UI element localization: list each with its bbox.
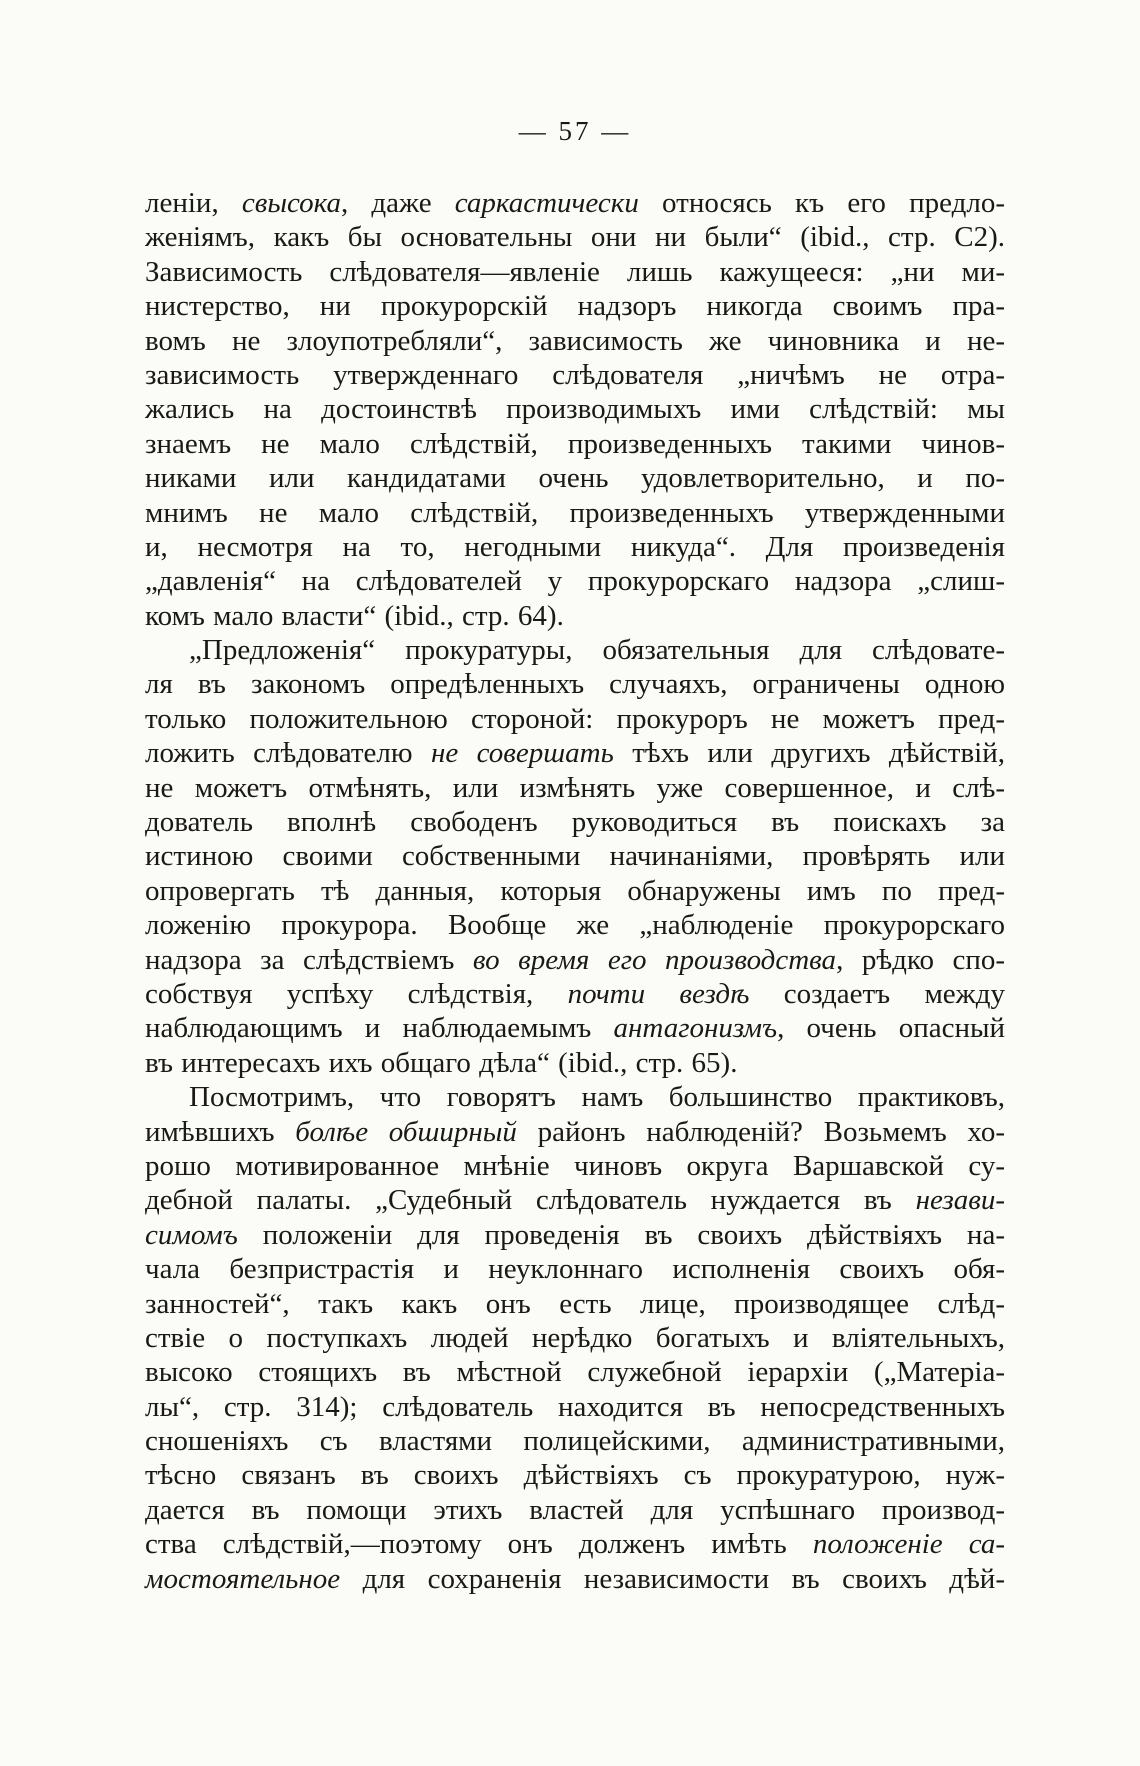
text-segment: истиною своими собственными начинаніями, провѣрять или xyxy=(145,840,1005,873)
text-segment: знаемъ не мало слѣдствій, произведенныхъ такими чинов- xyxy=(145,427,1005,460)
text-line xyxy=(145,771,1005,805)
italic-text-segment: незави- xyxy=(915,1184,1005,1217)
text-line xyxy=(145,564,1005,598)
text-segment: вомъ не злоупотребляли“, зависимость же чиновника и не- xyxy=(145,324,1005,357)
text-segment: относясь къ его предло- xyxy=(638,187,1005,219)
text-segment: только положительною стороной: прокуроръ не можетъ пред- xyxy=(145,702,1005,735)
text-segment: „Предложенія“ прокуратуры, обязательныя для слѣдовате- xyxy=(189,634,1005,667)
text-line xyxy=(145,1218,1005,1252)
text-line xyxy=(145,839,1005,873)
text-segment: районъ наблюденій? Возьмемъ хо- xyxy=(516,1115,1005,1148)
text-line xyxy=(145,289,1005,323)
text-segment: тѣхъ или другихъ дѣйствій, xyxy=(613,737,1005,770)
italic-text-segment: антагонизмъ xyxy=(613,1012,778,1045)
text-line xyxy=(145,736,1005,770)
text-segment: женіямъ, какъ бы основательны они ни были“ (ibid., стр. C2). xyxy=(145,221,1005,254)
text-line xyxy=(145,1424,1005,1458)
text-segment: „давленія“ на слѣдователей у прокурорскаго надзора „слиш- xyxy=(145,565,1005,598)
text-line xyxy=(145,530,1005,564)
text-segment: ства слѣдствій,—поэтому онъ долженъ имѣть xyxy=(145,1528,813,1561)
text-segment: надзора за слѣдствіемъ xyxy=(145,943,473,976)
text-segment: собствуя успѣху слѣдствія, xyxy=(145,977,568,1010)
text-line xyxy=(145,1321,1005,1355)
text-line xyxy=(145,1390,1005,1424)
text-segment: высоко стоящихъ въ мѣстной служебной іерархіи („Матеріа- xyxy=(145,1356,1005,1389)
text-segment: тѣсно связанъ въ своихъ дѣйствіяхъ съ прокуратурою, нуж- xyxy=(145,1459,1005,1492)
text-line xyxy=(145,977,1005,1011)
text-line xyxy=(145,427,1005,461)
text-line xyxy=(145,186,1005,220)
text-segment: ложенію прокурора. Вообще же „наблюденіе прокурорскаго xyxy=(145,909,1005,942)
text-segment: рошо мотивированное мнѣніе чиновъ округа Варшавской су- xyxy=(145,1149,1005,1182)
italic-text-segment: симомъ xyxy=(145,1218,238,1251)
italic-text-segment: почти вездѣ xyxy=(567,977,750,1010)
page-number: — 57 — xyxy=(518,116,632,146)
text-line xyxy=(145,324,1005,358)
text-line xyxy=(145,1252,1005,1286)
text-line xyxy=(145,1287,1005,1321)
text-line xyxy=(145,496,1005,530)
text-segment: для сохраненія независимости въ своихъ дѣй- xyxy=(340,1562,1005,1595)
text-line xyxy=(145,1046,1005,1080)
text-segment: сношеніяхъ съ властями полицейскими, административными, xyxy=(145,1425,1005,1458)
text-segment: не можетъ отмѣнять, или измѣнять уже совершенное, и слѣ- xyxy=(145,771,1005,804)
text-line xyxy=(145,358,1005,392)
text-segment: , даже xyxy=(340,187,455,219)
text-line xyxy=(145,461,1005,495)
text-block xyxy=(145,186,1005,1596)
italic-text-segment: саркастически xyxy=(454,187,639,219)
text-line xyxy=(145,633,1005,667)
text-segment: никами или кандидатами очень удовлетворительно, и по- xyxy=(145,462,1005,495)
text-segment: создаетъ между xyxy=(749,977,1005,1010)
italic-text-segment: болѣе обширный xyxy=(295,1115,517,1148)
text-line xyxy=(145,667,1005,701)
text-segment: , рѣдко спо- xyxy=(836,943,1006,976)
text-segment: Посмотримъ, что говорятъ намъ большинство практиковъ, xyxy=(189,1081,1005,1114)
text-line xyxy=(145,1183,1005,1217)
text-line xyxy=(145,1493,1005,1527)
italic-text-segment: свысока xyxy=(241,187,341,219)
text-segment: дователь вполнѣ свободенъ руководиться въ поискахъ за xyxy=(145,806,1005,839)
text-line xyxy=(145,392,1005,426)
text-segment: въ интересахъ ихъ общаго дѣла“ (ibid., стр. 65). xyxy=(145,1046,738,1079)
text-segment: , очень опасный xyxy=(777,1012,1005,1045)
text-segment: ля въ закономъ опредѣленныхъ случаяхъ, ограничены одною xyxy=(145,668,1005,701)
italic-text-segment: мостоятельное xyxy=(145,1562,341,1595)
text-segment: ствіе о поступкахъ людей нерѣдко богатыхъ и вліятельныхъ, xyxy=(145,1321,1005,1354)
italic-text-segment: во время его производства xyxy=(472,943,837,976)
text-line xyxy=(145,1011,1005,1045)
text-segment: и, несмотря на то, негодными никуда“. Для произведенія xyxy=(145,530,1005,563)
italic-text-segment: не совершать xyxy=(430,737,614,770)
text-segment: леніи, xyxy=(145,187,242,219)
text-segment: занностей“, такъ какъ онъ есть лице, производящее слѣд- xyxy=(145,1287,1005,1320)
text-segment: наблюдающимъ и наблюдаемымъ xyxy=(145,1012,614,1045)
text-line xyxy=(145,874,1005,908)
text-line xyxy=(145,908,1005,942)
text-segment: нистерство, ни прокурорскій надзоръ никогда своимъ пра- xyxy=(145,290,1005,323)
text-segment: комъ мало власти“ (ibid., стр. 64). xyxy=(145,599,564,632)
italic-text-segment: положеніе са- xyxy=(812,1528,1005,1561)
text-segment: мнимъ не мало слѣдствій, произведенныхъ утвержденными xyxy=(145,496,1005,529)
text-segment: зависимость утвержденнаго слѣдователя „ничѣмъ не отра- xyxy=(145,358,1005,391)
text-line xyxy=(145,1115,1005,1149)
text-segment: лы“, стр. 314); слѣдователь находится въ непосредственныхъ xyxy=(145,1390,1005,1423)
text-segment: Зависимость слѣдователя—явленіе лишь кажущееся: „ни ми- xyxy=(145,255,1005,288)
text-line xyxy=(145,805,1005,839)
text-line xyxy=(145,1355,1005,1389)
text-line xyxy=(145,255,1005,289)
text-segment: чала безпристрастія и неуклоннаго исполненія своихъ обя- xyxy=(145,1253,1005,1286)
text-line xyxy=(145,1080,1005,1114)
text-line xyxy=(145,1149,1005,1183)
text-segment: имѣвшихъ xyxy=(145,1115,296,1148)
text-segment: положеніи для проведенія въ своихъ дѣйствіяхъ на- xyxy=(237,1218,1005,1251)
text-line xyxy=(145,1527,1005,1561)
text-line xyxy=(145,599,1005,633)
text-line xyxy=(145,220,1005,254)
text-segment: дается въ помощи этихъ властей для успѣшнаго производ- xyxy=(145,1493,1005,1526)
text-segment: дебной палаты. „Судебный слѣдователь нуждается въ xyxy=(145,1184,916,1217)
text-line xyxy=(145,702,1005,736)
text-segment: ложить слѣдователю xyxy=(145,737,431,770)
text-line xyxy=(145,1458,1005,1492)
text-line xyxy=(145,943,1005,977)
text-segment: опровергать тѣ данныя, которыя обнаружены имъ по пред- xyxy=(145,874,1005,907)
text-line xyxy=(145,1562,1005,1596)
text-segment: жались на достоинствѣ производимыхъ ими слѣдствій: мы xyxy=(145,393,1005,426)
